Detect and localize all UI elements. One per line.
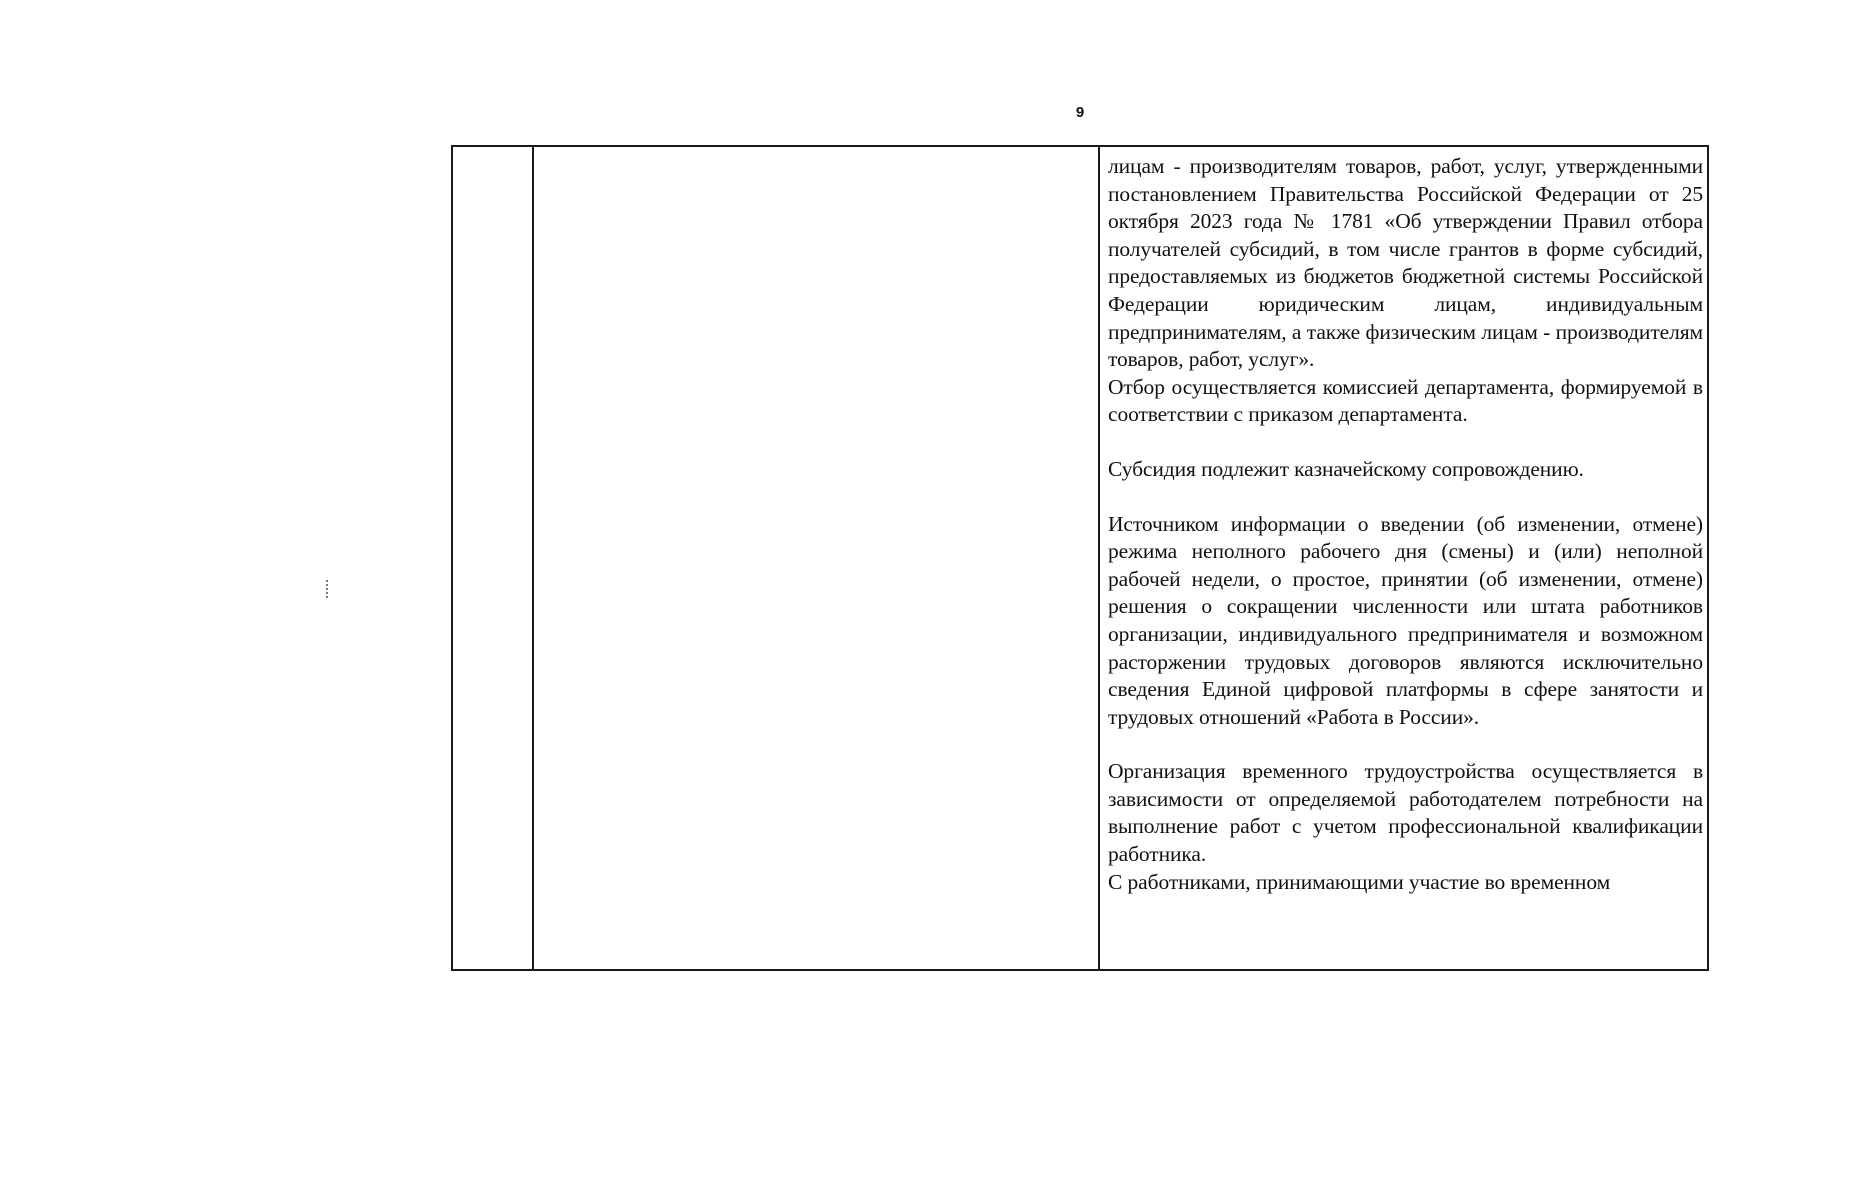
paragraph-information-source: Источником информации о введении (об изменении, отмене) режима неполного рабочего дня (смены) и (или) неполной рабочей недели, о простое, принятии (об изменении, отмене) решения о сокращении численности или штата работников организации, индивидуального предпринимателя и возможном расторжении трудовых договоров являются исключительно сведения Единой цифровой платформы в сфере занятости и трудовых отношений «Работа в России». xyxy=(1108,511,1703,729)
table-cell-number xyxy=(453,147,534,969)
paragraph-treasury-support: Субсидия подлежит казначейскому сопровождению. xyxy=(1108,456,1584,481)
paragraph-temporary-employment: Организация временного трудоустройства осуществляется в зависимости от определяемой работодателем потребности на выполнение работ с учетом профессиональной квалификации работника. xyxy=(1108,759,1703,867)
table-cell-content xyxy=(1100,147,1707,969)
page-number: 9 xyxy=(1075,104,1085,121)
paragraph-selection-commission: Отбор осуществляется комиссией департамента, формируемой в соответствии с приказом департамента. xyxy=(1108,374,1703,427)
paragraph-rules-reference: лицам - производителям товаров, работ, услуг, утвержденными постановлением Правительства Российской Федерации от 25 октября 2023 года № 1781 «Об утверждении Правил отбора получателей субсидий, в том числе грантов в форме субсидий, предоставляемых из бюджетов бюджетной системы Российской Федерации юридическим лицам, индивидуальным предпринимателям, а также физическим лицам - производителям товаров, работ, услуг». xyxy=(1108,154,1703,372)
document-table xyxy=(451,145,1709,971)
margin-mark xyxy=(326,580,330,598)
paragraph-employees-continued: С работниками, принимающими участие во временном xyxy=(1108,869,1611,894)
table-cell-name xyxy=(534,147,1100,969)
